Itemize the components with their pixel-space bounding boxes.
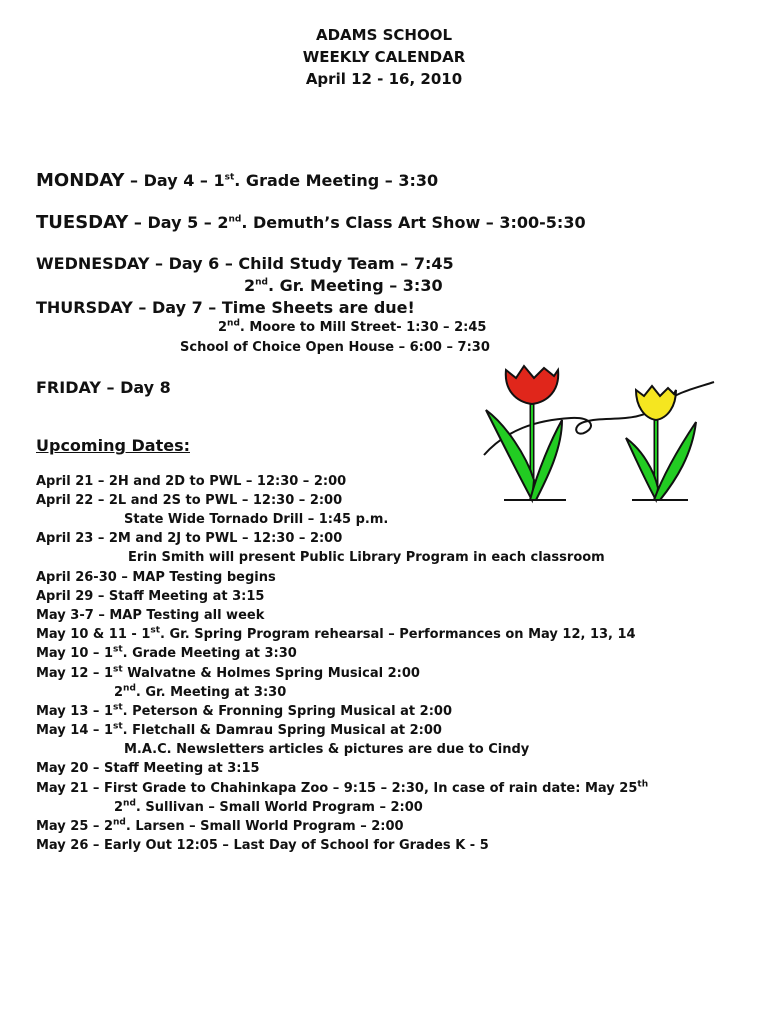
tuesday-label: TUESDAY [36,212,129,233]
list-item: May 10 & 11 - 1st. Gr. Spring Program rehearsal – Performances on May 12, 13, 14 [36,625,636,642]
list-item: April 23 – 2M and 2J to PWL – 12:30 – 2:00 [36,531,343,546]
thursday-sub-line-2: School of Choice Open House – 6:00 – 7:30 [180,340,490,355]
wednesday-line: WEDNESDAY – Day 6 – Child Study Team – 7:45 [36,254,454,273]
list-item: April 26-30 – MAP Testing begins [36,570,276,585]
monday-line: MONDAY – Day 4 – 1st. Grade Meeting – 3:30 [36,170,439,191]
thursday-line: THURSDAY – Day 7 – Time Sheets are due! [36,298,415,317]
list-item: May 21 – First Grade to Chahinkapa Zoo – 9:15 – 2:30, In case of rain date: May 25th [36,779,649,796]
list-item: 2nd. Gr. Meeting at 3:30 [114,683,287,700]
list-item: May 3-7 – MAP Testing all week [36,608,265,623]
list-item: May 26 – Early Out 12:05 – Last Day of School for Grades K - 5 [36,838,489,853]
tulips-icon [476,360,718,508]
calendar-dates: April 12 - 16, 2010 [305,70,463,88]
thursday-sub-line-1: 2nd. Moore to Mill Street- 1:30 – 2:45 [218,318,487,335]
list-item: May 10 – 1st. Grade Meeting at 3:30 [36,644,297,661]
list-item: Erin Smith will present Public Library Program in each classroom [128,550,605,565]
list-item: May 13 – 1st. Peterson & Fronning Spring Musical at 2:00 [36,702,452,719]
list-item: May 12 – 1st Walvatne & Holmes Spring Musical 2:00 [36,664,420,681]
tuesday-line: TUESDAY – Day 5 – 2nd. Demuth’s Class Art Show – 3:00-5:30 [36,212,586,233]
upcoming-heading: Upcoming Dates: [36,436,190,455]
monday-label: MONDAY [36,170,125,191]
list-item: April 29 – Staff Meeting at 3:15 [36,589,265,604]
friday-line: FRIDAY – Day 8 [36,378,171,397]
list-item: State Wide Tornado Drill – 1:45 p.m. [124,512,389,527]
list-item: M.A.C. Newsletters articles & pictures are due to Cindy [124,742,530,757]
school-name: ADAMS SCHOOL [315,26,453,44]
list-item: May 14 – 1st. Fletchall & Damrau Spring Musical at 2:00 [36,721,442,738]
list-item: May 20 – Staff Meeting at 3:15 [36,761,260,776]
list-item: 2nd. Sullivan – Small World Program – 2:00 [114,798,423,815]
calendar-title: WEEKLY CALENDAR [302,48,466,66]
wednesday-sub-line: 2nd. Gr. Meeting – 3:30 [244,276,443,295]
list-item: May 25 – 2nd. Larsen – Small World Program – 2:00 [36,817,404,834]
list-item: April 21 – 2H and 2D to PWL – 12:30 – 2:00 [36,474,347,489]
list-item: April 22 – 2L and 2S to PWL – 12:30 – 2:00 [36,493,343,508]
